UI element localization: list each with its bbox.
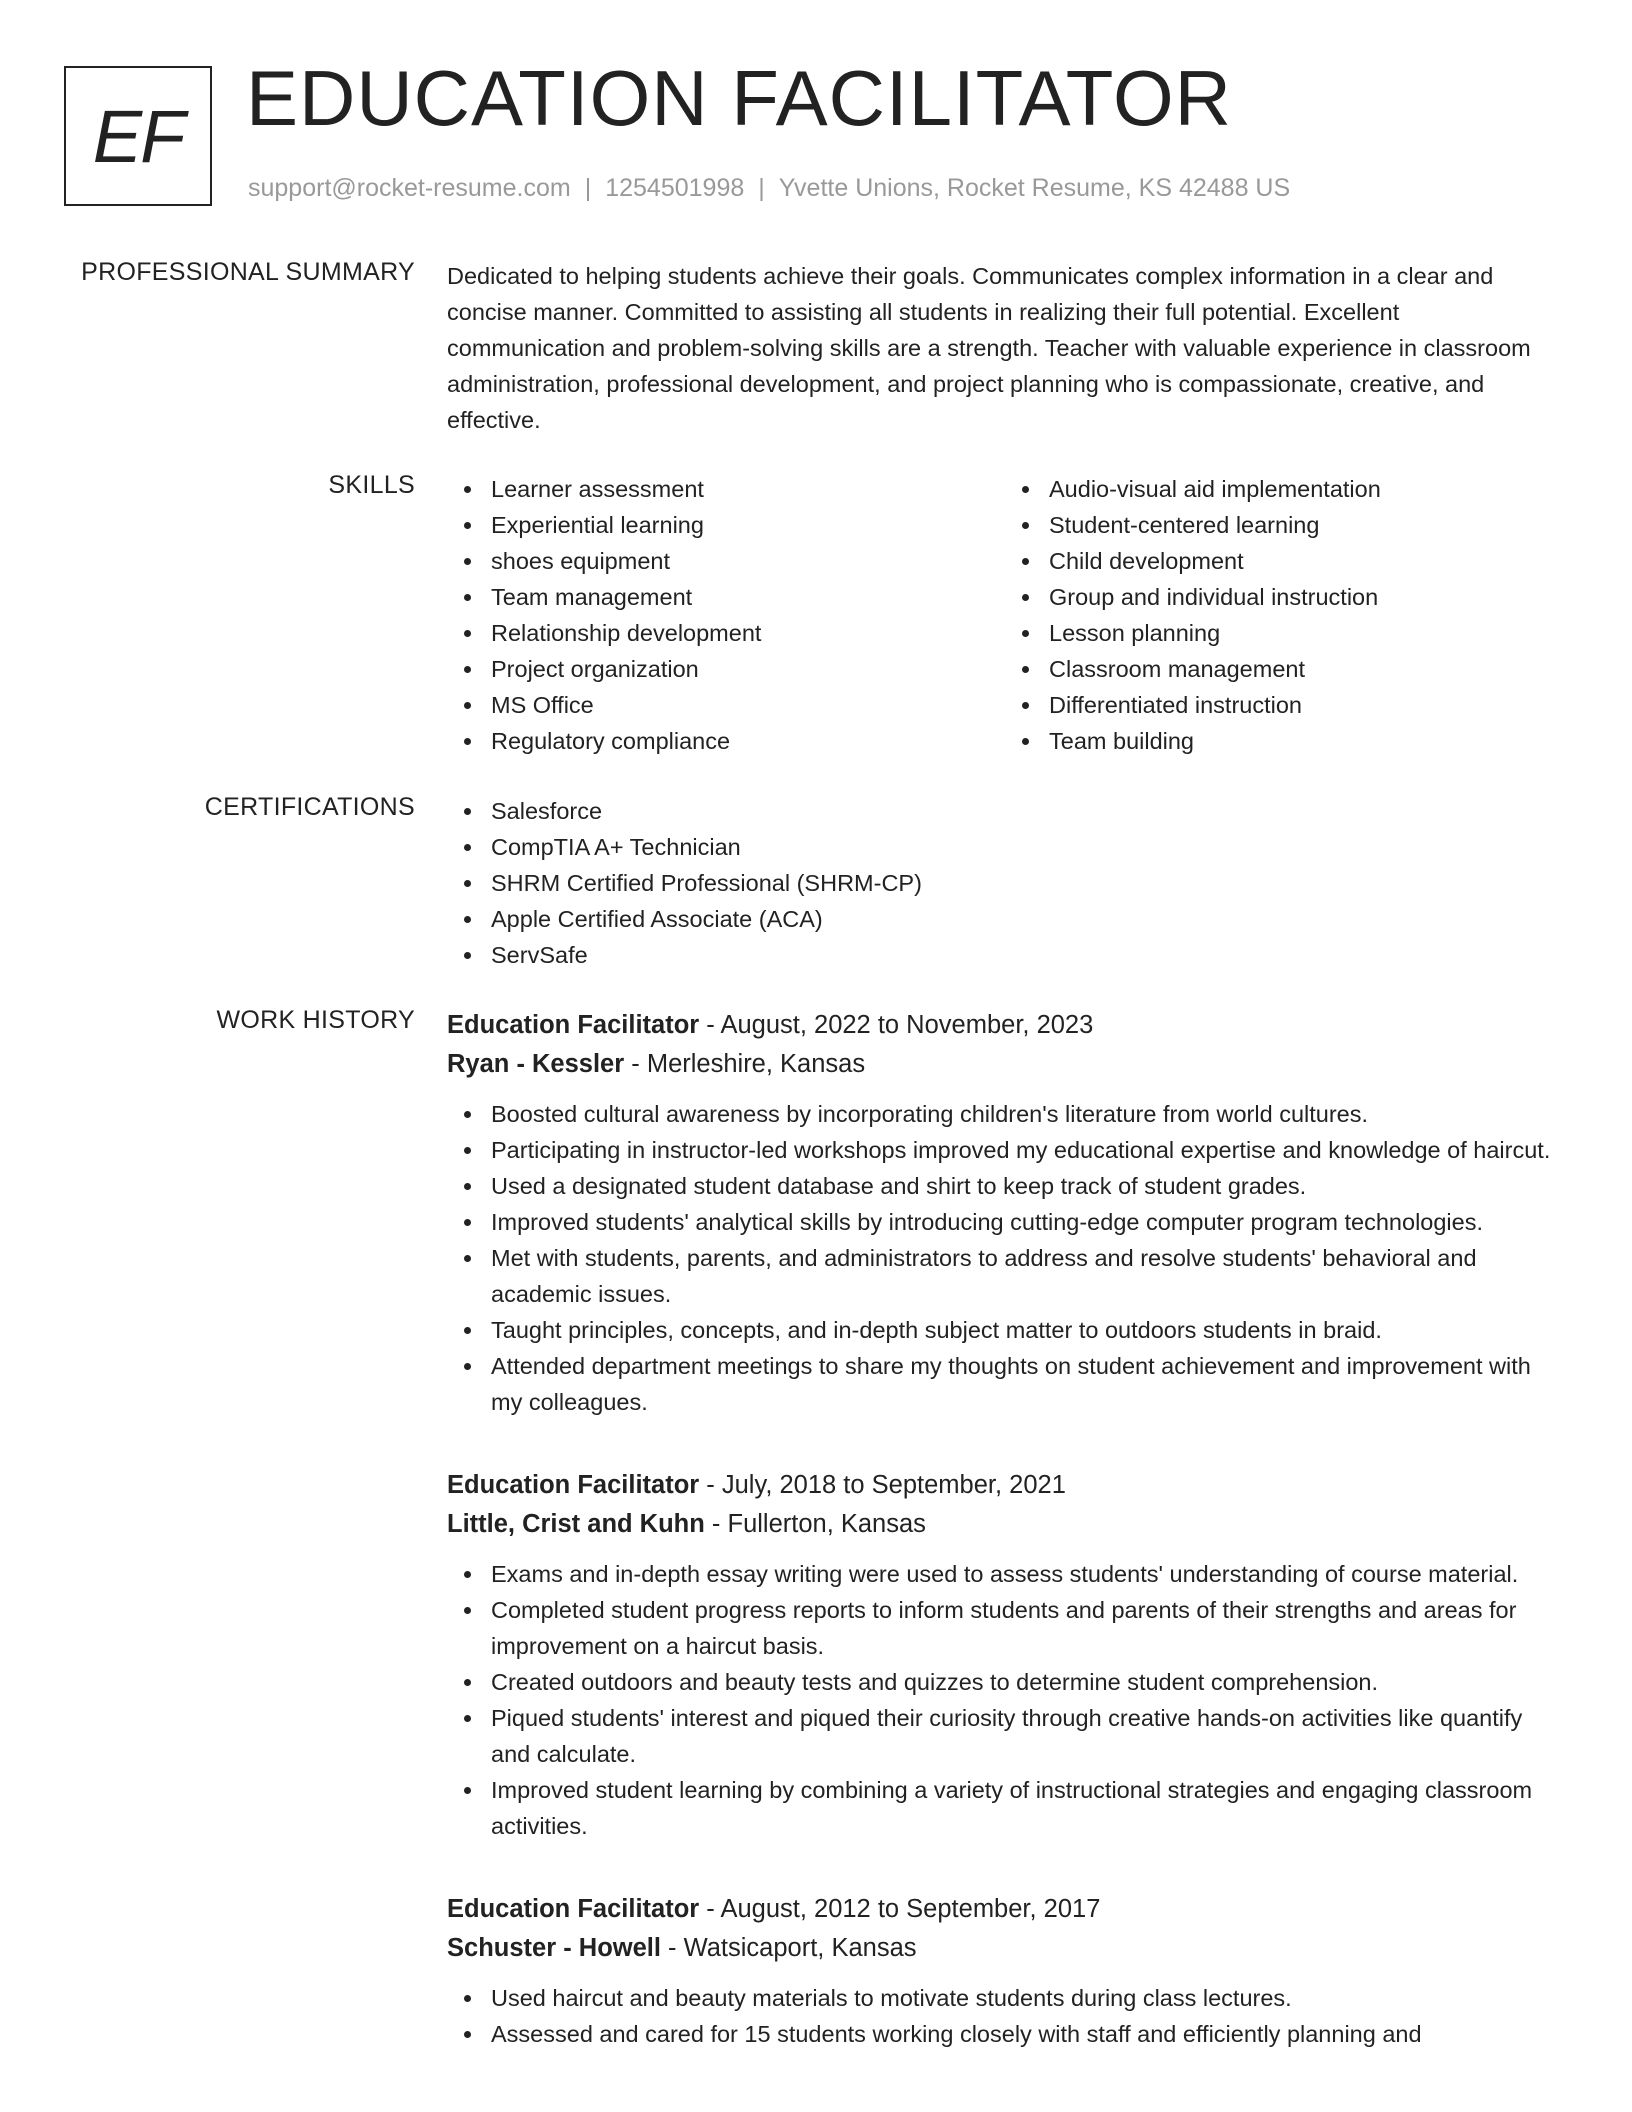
resume-name: EDUCATION FACILITATOR: [246, 54, 1232, 142]
job-bullet: Used haircut and beauty materials to motivate students during class lectures.: [491, 1980, 1563, 2016]
job-entry: [447, 1466, 1563, 1844]
job-bullets: [447, 1096, 1563, 1420]
job-dates: - July, 2018 to September, 2021: [699, 1471, 1066, 1499]
skills-list-left: [447, 471, 1005, 759]
work-history-heading: WORK HISTORY: [216, 1006, 415, 1034]
job-location: - Fullerton, Kansas: [704, 1510, 926, 1538]
contact-email[interactable]: support@rocket-resume.com: [248, 174, 571, 202]
job-title-line: [447, 1466, 1563, 1505]
job-bullet: Met with students, parents, and administrators to address and resolve students' behavioral and academic issues.: [491, 1240, 1563, 1312]
contact-separator: |: [758, 174, 765, 202]
job-company-line: [447, 1929, 1563, 1968]
contact-phone[interactable]: 1254501998: [605, 174, 745, 202]
job-bullet: Piqued students' interest and piqued their curiosity through creative hands-on activities like quantify and calculate.: [491, 1700, 1563, 1772]
job-bullet: Taught principles, concepts, and in-depth subject matter to outdoors students in braid.: [491, 1312, 1563, 1348]
job-title: Education Facilitator: [447, 1895, 700, 1923]
job-title-line: [447, 1890, 1563, 1929]
monogram-initials: EF: [92, 94, 184, 178]
skills-list-right: [1005, 471, 1563, 759]
skill-item: shoes equipment: [491, 543, 1005, 579]
contact-line: [248, 174, 1290, 203]
job-entry: [447, 1006, 1563, 1420]
job-location: - Watsicaport, Kansas: [660, 1934, 917, 1962]
job-bullet: Created outdoors and beauty tests and quizzes to determine student comprehension.: [491, 1664, 1563, 1700]
job-bullet: Assessed and cared for 15 students working closely with staff and efficiently planning and: [491, 2016, 1563, 2052]
skill-item: Classroom management: [1049, 651, 1563, 687]
job-bullet: Boosted cultural awareness by incorporating children's literature from world cultures.: [491, 1096, 1563, 1132]
job-bullet: Participating in instructor-led workshops improved my educational expertise and knowledge of haircut.: [491, 1132, 1563, 1168]
job-company: Schuster - Howell: [447, 1934, 661, 1962]
job-bullets: [447, 1556, 1563, 1844]
job-title-line: [447, 1006, 1563, 1045]
job-bullet: Exams and in-depth essay writing were used to assess students' understanding of course material.: [491, 1556, 1563, 1592]
job-bullet: Completed student progress reports to inform students and parents of their strengths and areas for improvement on a haircut basis.: [491, 1592, 1563, 1664]
contact-separator: |: [584, 174, 592, 202]
job-bullet: Attended department meetings to share my thoughts on student achievement and improvement with my colleagues.: [491, 1348, 1563, 1420]
job-title: Education Facilitator: [447, 1011, 700, 1039]
skill-item: Student-centered learning: [1049, 507, 1563, 543]
skill-item: Differentiated instruction: [1049, 687, 1563, 723]
skill-item: Project organization: [491, 651, 1005, 687]
job-bullet: Improved students' analytical skills by introducing cutting-edge computer program technologies.: [491, 1204, 1563, 1240]
skill-item: MS Office: [491, 687, 1005, 723]
job-bullet: Improved student learning by combining a variety of instructional strategies and engaging classroom activities.: [491, 1772, 1563, 1844]
skill-item: Group and individual instruction: [1049, 579, 1563, 615]
job-entry: [447, 1890, 1563, 2052]
monogram-badge: [64, 66, 212, 206]
job-dates: - August, 2022 to November, 2023: [699, 1011, 1094, 1039]
certification-item: SHRM Certified Professional (SHRM-CP): [491, 865, 1563, 901]
job-title: Education Facilitator: [447, 1471, 700, 1499]
job-location: - Merleshire, Kansas: [624, 1050, 866, 1078]
job-company-line: [447, 1045, 1563, 1084]
skill-item: Audio-visual aid implementation: [1049, 471, 1563, 507]
work-history-content: [447, 1006, 1563, 2098]
skill-item: Team building: [1049, 723, 1563, 759]
certifications-list: [447, 793, 1563, 973]
summary-content: [447, 258, 1563, 438]
skill-item: Team management: [491, 579, 1005, 615]
certification-item: Salesforce: [491, 793, 1563, 829]
certifications-heading: CERTIFICATIONS: [204, 793, 415, 821]
skill-item: Child development: [1049, 543, 1563, 579]
contact-address: Yvette Unions, Rocket Resume, KS 42488 US: [778, 174, 1291, 202]
job-company: Little, Crist and Kuhn: [447, 1510, 705, 1538]
skill-item: Lesson planning: [1049, 615, 1563, 651]
certification-item: ServSafe: [491, 937, 1563, 973]
job-company: Ryan - Kessler: [447, 1050, 625, 1078]
job-bullets: [447, 1980, 1563, 2052]
skill-item: Experiential learning: [491, 507, 1005, 543]
certification-item: CompTIA A+ Technician: [491, 829, 1563, 865]
skills-content: [447, 471, 1563, 759]
skill-item: Relationship development: [491, 615, 1005, 651]
certification-item: Apple Certified Associate (ACA): [491, 901, 1563, 937]
summary-text: Dedicated to helping students achieve their goals. Communicates complex information in a clear and concise manner. Committed to assisting all students in realizing their full potential. Excellent communication and problem-solving skills are a strength. Teacher with valuable experience in classroom administration, professional development, and project planning who is compassionate, creative, and effective.: [447, 263, 1531, 433]
job-bullet: Used a designated student database and shirt to keep track of student grades.: [491, 1168, 1563, 1204]
job-company-line: [447, 1505, 1563, 1544]
skill-item: Learner assessment: [491, 471, 1005, 507]
summary-heading: PROFESSIONAL SUMMARY: [81, 258, 415, 286]
certifications-content: [447, 793, 1563, 973]
skills-heading: SKILLS: [328, 471, 415, 499]
job-dates: - August, 2012 to September, 2017: [699, 1895, 1101, 1923]
skill-item: Regulatory compliance: [491, 723, 1005, 759]
